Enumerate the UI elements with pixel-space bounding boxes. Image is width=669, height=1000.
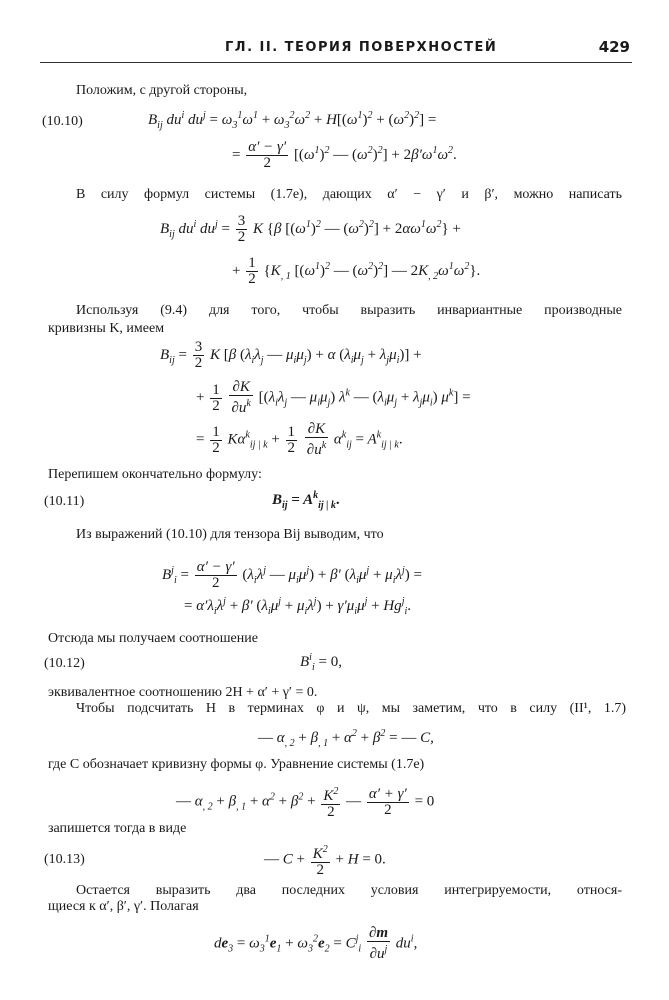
equation-bij-line2: + $\frac{1}{2}$ $\frac{\partial K}{\partial u^k}$ [($\lambda_i\lambda_j$ — $\mu_i\mu_j$) $\lambda^k$ — $(\lambda_i\mu_j + \lambda_j\mu_i) \mu^k$] = [196,379,471,416]
equation-system: — $\alpha_{, 2} + \beta_{, 1} + \alpha^2 + \beta^2$ + $\frac{K^2}{2}$ — $\frac{\alpha' + \gamma'}{2}$ = 0 [176,785,435,820]
equation-10-11: $B_{ij} = A^k_{ij | k}$. [272,490,340,511]
paragraph-text: кривизны K, имеем [48,321,165,336]
paragraph-text: эквивалентное соотношению 2H + α′ + γ′ = 0. [48,685,318,700]
equation-10-13: — C + $\frac{K^2}{2}$ + H = 0. [264,844,386,878]
equation-10-10-line1: $B_{ij}$ $du^i$ $du^j = \omega_3^1\omega^1 + \omega_3^2\omega^2 + H[(\omega^1)^2 + (\omega^2)^2]$ = [148,110,437,131]
equation-b-line2: + $\frac{1}{2}$ {$K_{, 1}$ [$(\omega^1)^2$ — $(\omega^2)^2$] — $2K_{, 2}\omega^1\omega^2$}. [232,255,481,287]
equation-curvature: — $\alpha_{, 2} + \beta_{, 1} + \alpha^2 + \beta^2$ = — C, [258,728,434,749]
paragraph-text: Перепишем окончательно формулу: [48,467,262,482]
equation-bij-up-line1: $B^j_i$ = $\frac{\alpha' - \gamma'}{2}$ ($\lambda_i\lambda^j$ — $\mu_i\mu^j) + \beta'$ $(\lambda_i\mu^j + \mu_i\lambda^j)$ = [162,559,422,591]
equation-de3: $de_3 = \omega_3^1e_1 + \omega_3^2e_2 = C^j_i$ $\frac{\partial m}{\partial u^j}$ $du^i$, [214,925,418,962]
page-number: 429 [598,38,630,56]
paragraph-text: В силу формул системы (1.7e), дающих α′ − γ′ и β′, можно написать [76,187,622,202]
running-title: ГЛ. II. ТЕОРИЯ ПОВЕРХНОСТЕЙ [225,40,498,55]
running-header [40,38,630,60]
paragraph-text: Остается выразить два последних условия интегрируемости, относя- [76,883,622,898]
equation-label: (10.13) [44,852,85,867]
paragraph-text: запишется тогда в виде [48,821,187,836]
paragraph-text: Положим, с другой стороны, [76,83,248,98]
paragraph-text: Из выражений (10.10) для тензора Bij выводим, что [76,527,384,542]
equation-label: (10.10) [42,114,83,129]
equation-bij-up-line2: = $\alpha'\lambda_i\lambda^j + \beta'$ $(\lambda_i\mu^j + \mu_i\lambda^j) + \gamma'\mu_i\mu^j + Hg^j_i$. [184,596,411,617]
paragraph-text: Чтобы подсчитать H в терминах φ и ψ, мы заметим, что в силу (II¹, 1.7) [76,701,626,716]
equation-label: (10.12) [44,656,85,671]
paragraph-text: Отсюда мы получаем соотношение [48,631,258,646]
equation-10-12: $B^i_i = 0$, [300,652,342,673]
header-rule [40,62,632,63]
equation-b-line1: $B_{ij}$ $du^i$ $du^j$ = $\frac{3}{2}$ K {β [$(\omega^1)^2$ — $(\omega^2)^2] + 2\alpha\omega^1\omega^2$} + [160,213,461,245]
paragraph-text: где C обозначает кривизну формы φ. Уравнение системы (1.7e) [48,757,425,772]
paragraph-text: щиеся к α′, β′, γ′. Полагая [48,899,199,914]
paragraph-text: Используя (9.4) для того, чтобы выразить инвариантные производные [76,303,622,318]
equation-label: (10.11) [44,494,85,509]
equation-bij-line1: $B_{ij}$ = $\frac{3}{2}$ K [β ($\lambda_i\lambda_j$ — $\mu_i\mu_j) + \alpha$ $(\lambda_i\mu_j + \lambda_j\mu_i)$] + [160,339,422,371]
equation-10-10-line2: = $\frac{\alpha' - \gamma'}{2}$ [$(\omega^1)^2$ — $(\omega^2)^2] + 2\beta'\omega^1\omega^2$. [232,139,457,171]
equation-bij-line3: = $\frac{1}{2}$ $K\alpha^k_{ij | k}$ + $\frac{1}{2}$ $\frac{\partial K}{\partial u^k}$ $\alpha^k_{ij} = A^k_{ij | k}$. [196,421,403,458]
